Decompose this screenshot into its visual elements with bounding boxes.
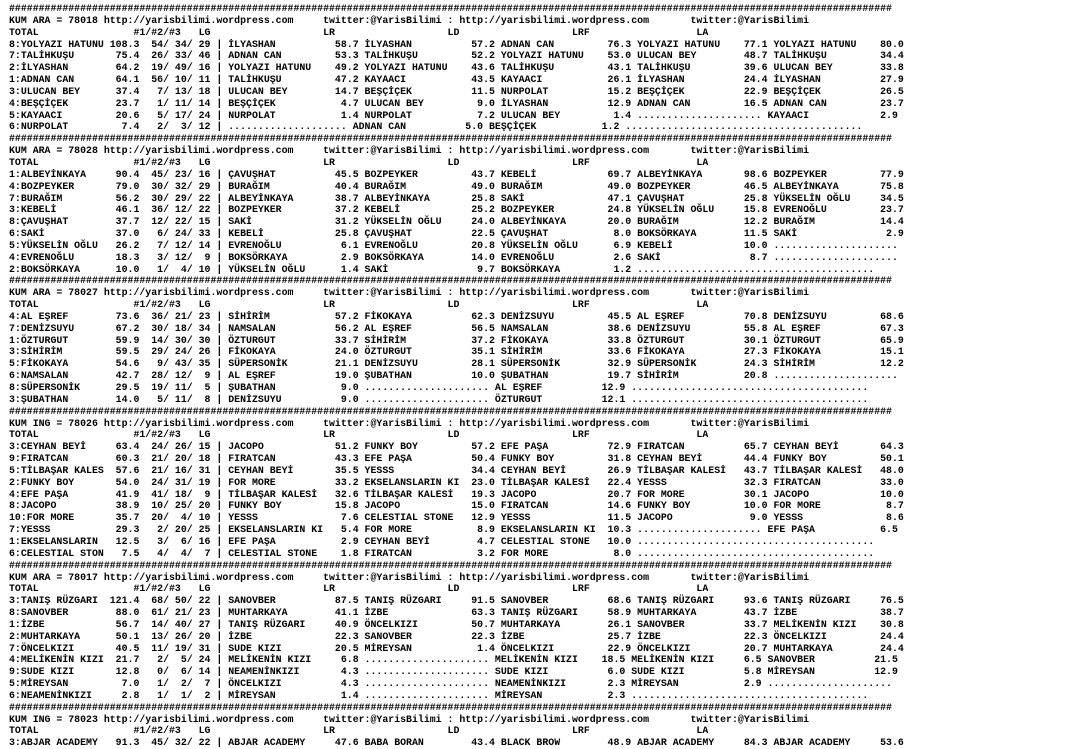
text-line: 4:BOZPEYKER 79.0 30/ 32/ 29 | BURAĞIM 40.4 BURAĞIM 49.0 BURAĞIM 49.0 BOZPEYKER 46.5 ALBEYİNKAYA 75.8	[9, 180, 904, 192]
text-line: 8:SÜPERSONİK 29.5 19/ 11/ 5 | ŞUBATHAN 9.0 ..................... AL EŞREF 12.9 ........................................	[9, 382, 869, 393]
text-line: 7:YESSS 29.3 2/ 20/ 25 | EKSELANSLARIN KI 5.4 FOR MORE 8.9 EKSELANSLARIN KI 10.3 ..................... EFE PAŞA 6.5	[9, 524, 898, 536]
text-line: 3:ULUCAN BEY 37.4 7/ 13/ 18 | ULUCAN BEY 14.7 BEŞÇİÇEK 11.5 NURPOLAT 15.2 BEŞÇİÇEK 22.9 BEŞÇİÇEK 26.5	[9, 85, 904, 97]
separator-line: #####################################################################################################################################################	[9, 405, 892, 417]
text-line: 3:SİHİRİM 59.5 29/ 24/ 26 | FİKOKAYA 24.0 ÖZTURGUT 35.1 SİHİRİM 33.6 FİKOKAYA 27.3 FİKOKAYA 15.1	[9, 346, 904, 358]
text-line: 2:BOKSÖRKAYA 10.0 1/ 4/ 10 | YÜKSELİN OĞLU 1.4 SAKİ 9.7 BOKSÖRKAYA 1.2 ........................................	[9, 263, 875, 275]
text-line: 8:SANOVBER 88.0 61/ 21/ 23 | MUHTARKAYA 41.1 İZBE 63.3 TANIŞ RÜZGARI 58.9 MUHTARKAYA 43.7 İZBE 38.7	[9, 607, 904, 619]
text-line: 9:SUDE KIZI 12.8 0/ 6/ 14 | NEAMENİNKIZI 4.3 ..................... SUDE KIZI 6.0 SUDE KIZI 5.8 MİREYSAN 12.9	[9, 666, 898, 678]
text-line: 1:EKSELANSLARIN 12.5 3/ 6/ 16 | EFE PAŞA 2.9 CEYHAN BEYİ 4.7 CELESTIAL STONE 10.0 ........................................	[9, 535, 875, 547]
text-line: 7:DENİZSUYU 67.2 30/ 18/ 34 | NAMSALAN 56.2 AL EŞREF 56.5 NAMSALAN 38.6 DENİZSUYU 55.8 AL EŞREF 67.3	[9, 322, 904, 334]
text-line: 6:NEAMENİNKIZI 2.8 1/ 1/ 2 | MİREYSAN 1.4 ..................... MİREYSAN 2.3 ........................................	[9, 689, 869, 701]
text-line: 3:ŞUBATHAN 14.0 5/ 11/ 8 | DENİZSUYU 9.0 ..................... ÖZTURGUT 12.1 ........................................	[9, 393, 869, 405]
text-line: TOTAL #1/#2/#3 LG LR LD LRF LA	[9, 156, 709, 168]
text-line: 5:FİKOKAYA 54.6 9/ 43/ 35 | SÜPERSONİK 21.1 DENİZSUYU 28.1 SÜPERSONİK 32.9 SÜPERSONİK 24.3 SİHİRİM 12.2	[9, 358, 904, 370]
text-line: 5:KAYAACI 20.6 5/ 17/ 24 | NURPOLAT 1.4 NURPOLAT 7.2 ULUCAN BEY 1.4 ..................... KAYAACI 2.9	[9, 109, 898, 121]
text-line: 8:JACOPO 38.9 10/ 25/ 20 | FUNKY BOY 15.8 JACOPO 15.0 FIRATCAN 14.6 FUNKY BOY 10.0 FOR MORE 8.7	[9, 500, 904, 512]
text-line: 10:FOR MORE 35.7 20/ 4/ 10 | YESSS 7.6 CELESTIAL STONE 12.9 YESSS 11.5 JACOPO 9.0 YESSS 8.6	[9, 512, 904, 524]
text-line: KUM ARA = 78017 http://yarisbilimi.wordpress.com twitter:@YarisBilimi : http://yarisbilimi.wordpress.com twitter:@YarisBilimi	[9, 571, 810, 583]
text-line: 2:FUNKY BOY 54.0 24/ 31/ 19 | FOR MORE 33.2 EKSELANSLARIN KI 23.0 TİLBAŞAR KALESİ 22.4 YESSS 32.3 FIRATCAN 33.0	[9, 476, 904, 488]
text-line: 5:TİLBAŞAR KALES 57.6 21/ 16/ 31 | CEYHAN BEYİ 35.5 YESSS 34.4 CEYHAN BEYİ 26.9 TİLBAŞAR KALESİ 43.7 TİLBAŞAR KALESİ 48.0	[9, 464, 904, 476]
text-line: 2:İLYASHAN 64.2 19/ 49/ 16 | YOLYAZI HATUNU 49.2 YOLYAZI HATUNU 43.6 TALİHKUŞU 43.1 TALİHKUŞU 39.6 ULUCAN BEY 33.8	[9, 62, 904, 74]
text-line: 6:CELESTIAL STON 7.5 4/ 4/ 7 | CELESTIAL STONE 1.8 FIRATCAN 3.2 FOR MORE 8.0 ........................................	[9, 547, 875, 559]
text-line: 5:MİREYSAN 7.0 1/ 2/ 7 | ÖNCELKIZI 4.3 ..................... NEAMENİNKIZI 2.3 MİREYSAN 2.9 .....................	[9, 678, 892, 690]
text-line: 3:ABJAR ACADEMY 91.3 45/ 32/ 22 | ABJAR ACADEMY 47.6 BABA BORAN 43.4 BLACK BROW 48.9 ABJAR ACADEMY 84.3 ABJAR ACADEMY 53.6	[9, 737, 904, 749]
text-line: KUM ARA = 78028 http://yarisbilimi.wordpress.com twitter:@YarisBilimi : http://yarisbilimi.wordpress.com twitter:@YarisBilimi	[9, 145, 810, 157]
text-line: 1:İZBE 56.7 14/ 40/ 27 | TANIŞ RÜZGARI 40.9 ÖNCELKIZI 50.7 MUHTARKAYA 26.1 SANOVBER 33.7 MELİKENİN KIZI 30.8	[9, 618, 904, 630]
text-line: 3:CEYHAN BEYİ 63.4 24/ 26/ 15 | JACOPO 51.2 FUNKY BOY 57.2 EFE PAŞA 72.9 FIRATCAN 65.7 CEYHAN BEYİ 64.3	[9, 441, 904, 453]
text-line: 3:KEBELİ 46.1 36/ 12/ 22 | BOZPEYKER 37.2 KEBELİ 25.2 BOZPEYKER 24.8 YÜKSELİN OĞLU 15.8 EVRENOĞLU 23.7	[9, 204, 904, 216]
text-line: 6:NAMSALAN 42.7 28/ 12/ 9 | AL EŞREF 19.0 ŞUBATHAN 10.0 ŞUBATHAN 19.7 SİHİRİM 20.8 .....................	[9, 370, 898, 382]
text-line: 4:AL EŞREF 73.6 36/ 21/ 23 | SİHİRİM 57.2 FİKOKAYA 62.3 DENİZSUYU 45.5 AL EŞREF 70.8 DENİZSUYU 68.6	[9, 310, 904, 322]
text-line: 1:ALBEYİNKAYA 90.4 45/ 23/ 16 | ÇAVUŞHAT 45.5 BOZPEYKER 43.7 KEBELİ 69.7 ALBEYİNKAYA 98.6 BOZPEYKER 77.9	[9, 168, 904, 180]
text-line: KUM ARA = 78018 http://yarisbilimi.wordpress.com twitter:@YarisBilimi : http://yarisbilimi.wordpress.com twitter:@YarisBilimi	[9, 14, 810, 26]
text-line: 1:ÖZTURGUT 59.9 14/ 30/ 30 | ÖZTURGUT 33.7 SİHİRİM 37.2 FİKOKAYA 33.8 ÖZTURGUT 30.1 ÖZTURGUT 65.9	[9, 334, 904, 346]
text-line: 8:YOLYAZI HATUNU 108.3 54/ 34/ 29 | İLYASHAN 58.7 İLYASHAN 57.2 ADNAN CAN 76.3 YOLYAZI HATUNU 77.1 YOLYAZI HATUNU 80.0	[9, 38, 904, 50]
text-line: 7:BURAĞIM 56.2 30/ 29/ 22 | ALBEYİNKAYA 38.7 ALBEYİNKAYA 25.8 SAKİ 47.1 ÇAVUŞHAT 25.8 YÜKSELİN OĞLU 34.5	[9, 192, 904, 204]
text-line: 4:MELİKENİN KIZI 21.7 2/ 5/ 24 | MELİKENİN KIZI 6.8 ..................... MELİKENİN KIZI 18.5 MELİKENİN KIZI 6.5 SANOVBER 21.5	[9, 654, 898, 666]
separator-line: #####################################################################################################################################################	[9, 701, 892, 713]
text-line: TOTAL #1/#2/#3 LG LR LD LRF LA	[9, 725, 709, 737]
text-line: KUM ING = 78023 http://yarisbilimi.wordpress.com twitter:@YarisBilimi : http://yarisbilimi.wordpress.com twitter:@YarisBilimi	[9, 713, 810, 725]
text-line: 8:ÇAVUŞHAT 37.7 12/ 22/ 15 | SAKİ 31.2 YÜKSELİN OĞLU 24.0 ALBEYİNKAYA 20.0 BURAĞIM 12.2 BURAĞIM 14.4	[9, 216, 904, 228]
separator-line: #####################################################################################################################################################	[9, 275, 892, 287]
separator-line: #####################################################################################################################################################	[9, 559, 892, 571]
text-line: 4:EFE PAŞA 41.9 41/ 18/ 9 | TİLBAŞAR KALESİ 32.6 TİLBAŞAR KALESİ 19.3 JACOPO 20.7 FOR MORE 30.1 JACOPO 10.0	[9, 488, 904, 500]
text-line: 6:NURPOLAT 7.4 2/ 3/ 12 | .................... ADNAN CAN 5.0 BEŞÇİÇEK 1.2 ........................................	[9, 121, 863, 133]
text-line: 2:MUHTARKAYA 50.1 13/ 26/ 20 | İZBE 22.3 SANOVBER 22.3 İZBE 25.7 İZBE 22.3 ÖNCELKIZI 24.4	[9, 630, 904, 642]
separator-line: #####################################################################################################################################################	[9, 3, 892, 14]
text-line: 3:TANIŞ RÜZGARI 121.4 68/ 50/ 22 | SANOVBER 87.5 TANIŞ RÜZGARI 91.5 SANOVBER 68.6 TANIŞ RÜZGARI 93.6 TANIŞ RÜZGARI 76.5	[9, 595, 904, 607]
text-line: TOTAL #1/#2/#3 LG LR LD LRF LA	[9, 26, 709, 38]
text-line: 7:ÖNCELKIZI 40.5 11/ 19/ 31 | SUDE KIZI 20.5 MİREYSAN 1.4 ÖNCELKIZI 22.9 ÖNCELKIZI 20.7 MUHTARKAYA 24.4	[9, 642, 904, 654]
text-line: TOTAL #1/#2/#3 LG LR LD LRF LA	[9, 429, 709, 441]
text-line: 1:ADNAN CAN 64.1 56/ 10/ 11 | TALİHKUŞU 47.2 KAYAACI 43.5 KAYAACI 26.1 İLYASHAN 24.4 İLYASHAN 27.9	[9, 74, 904, 86]
text-line: KUM ARA = 78027 http://yarisbilimi.wordpress.com twitter:@YarisBilimi : http://yarisbilimi.wordpress.com twitter:@YarisBilimi	[9, 287, 810, 299]
text-line: 7:TALİHKUŞU 75.4 26/ 33/ 46 | ADNAN CAN 53.3 TALİHKUŞU 52.2 YOLYAZI HATUNU 53.0 ULUCAN BEY 48.7 TALİHKUŞU 34.4	[9, 50, 904, 62]
text-line: TOTAL #1/#2/#3 LG LR LD LRF LA	[9, 583, 709, 595]
text-line: 9:FIRATCAN 60.3 21/ 20/ 18 | FIRATCAN 43.3 EFE PAŞA 50.4 FUNKY BOY 31.8 CEYHAN BEYİ 44.4 FUNKY BOY 50.1	[9, 453, 904, 465]
text-line: TOTAL #1/#2/#3 LG LR LD LRF LA	[9, 299, 709, 311]
text-line: 4:EVRENOĞLU 18.3 3/ 12/ 9 | BOKSÖRKAYA 2.9 BOKSÖRKAYA 14.0 EVRENOĞLU 2.6 SAKİ 8.7 .....................	[9, 251, 898, 263]
separator-line: #####################################################################################################################################################	[9, 133, 892, 145]
text-line: 6:SAKİ 37.0 6/ 24/ 33 | KEBELİ 25.8 ÇAVUŞHAT 22.5 ÇAVUŞHAT 8.0 BOKSÖRKAYA 11.5 SAKİ 2.9	[9, 228, 904, 240]
text-line: 5:YÜKSELİN OĞLU 26.2 7/ 12/ 14 | EVRENOĞLU 6.1 EVRENOĞLU 20.8 YÜKSELİN OĞLU 6.9 KEBELİ 10.0 .....................	[9, 239, 898, 251]
text-line: KUM ING = 78026 http://yarisbilimi.wordpress.com twitter:@YarisBilimi : http://yarisbilimi.wordpress.com twitter:@YarisBilimi	[9, 417, 810, 429]
text-line: 4:BEŞÇİÇEK 23.7 1/ 11/ 14 | BEŞÇİÇEK 4.7 ULUCAN BEY 9.0 İLYASHAN 12.9 ADNAN CAN 16.5 ADNAN CAN 23.7	[9, 97, 904, 109]
